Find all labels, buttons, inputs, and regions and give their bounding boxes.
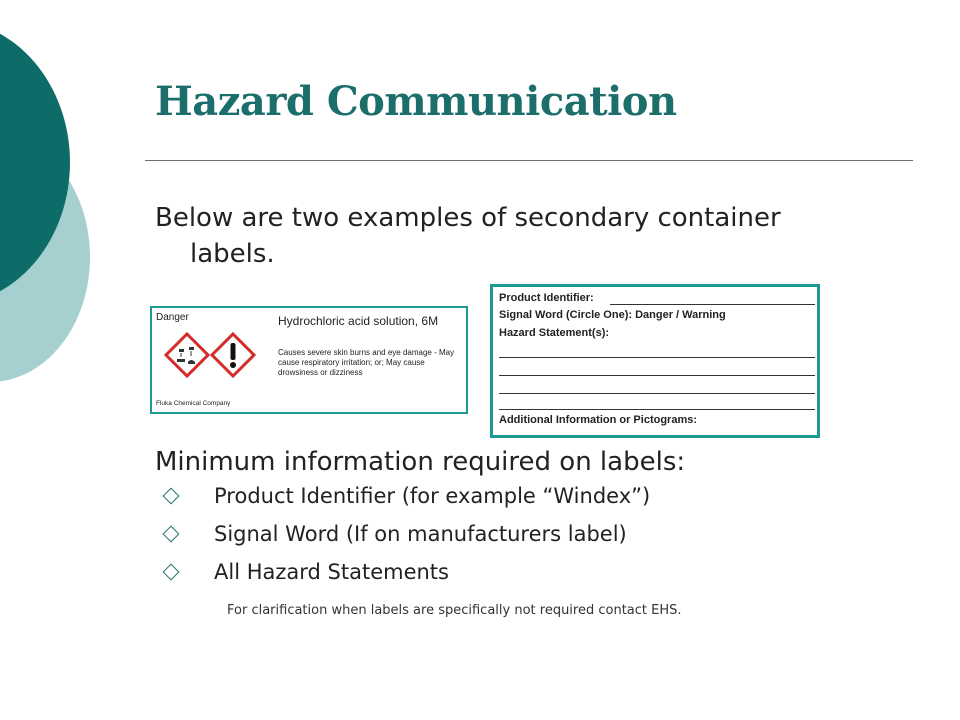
list-item-text: Signal Word (If on manufacturers label) [214,522,627,546]
label-signal-word: Danger [156,312,189,323]
label-product-name: Hydrochloric acid solution, 6M [278,314,439,328]
template-blank-line [499,375,815,376]
template-hazard-statements: Hazard Statement(s): [499,327,610,339]
diamond-bullet-icon [163,526,180,543]
slide-title: Hazard Communication [155,78,677,125]
label-hazard-statements: Causes severe skin burns and eye damage - May cause respiratory irritation; or; May cause drowsiness or dizziness [278,348,455,377]
intro-text: Below are two examples of secondary container labels. [155,203,781,269]
template-blank-line [499,409,815,410]
secondary-label-example-hcl [150,306,468,414]
template-blank-line [499,393,815,394]
label-company: Fluka Chemical Company [156,400,231,407]
template-product-identifier: Product Identifier: [499,292,594,304]
diamond-bullet-icon [163,564,180,581]
template-blank-line [610,304,815,305]
list-item-text: All Hazard Statements [214,560,449,584]
corrosion-icon [164,332,210,378]
template-signal-word: Signal Word (Circle One): Danger / Warning [499,309,726,321]
title-divider [145,160,913,161]
exclamation-mark-icon [210,332,256,378]
clarification-note: For clarification when labels are specifically not required contact EHS. [227,603,682,618]
requirements-heading: Minimum information required on labels: [155,447,686,477]
diamond-bullet-icon [163,488,180,505]
template-additional-info: Additional Information or Pictograms: [499,414,698,426]
list-item-text: Product Identifier (for example “Windex”) [214,484,651,508]
secondary-label-template [490,284,820,438]
template-blank-line [499,357,815,358]
